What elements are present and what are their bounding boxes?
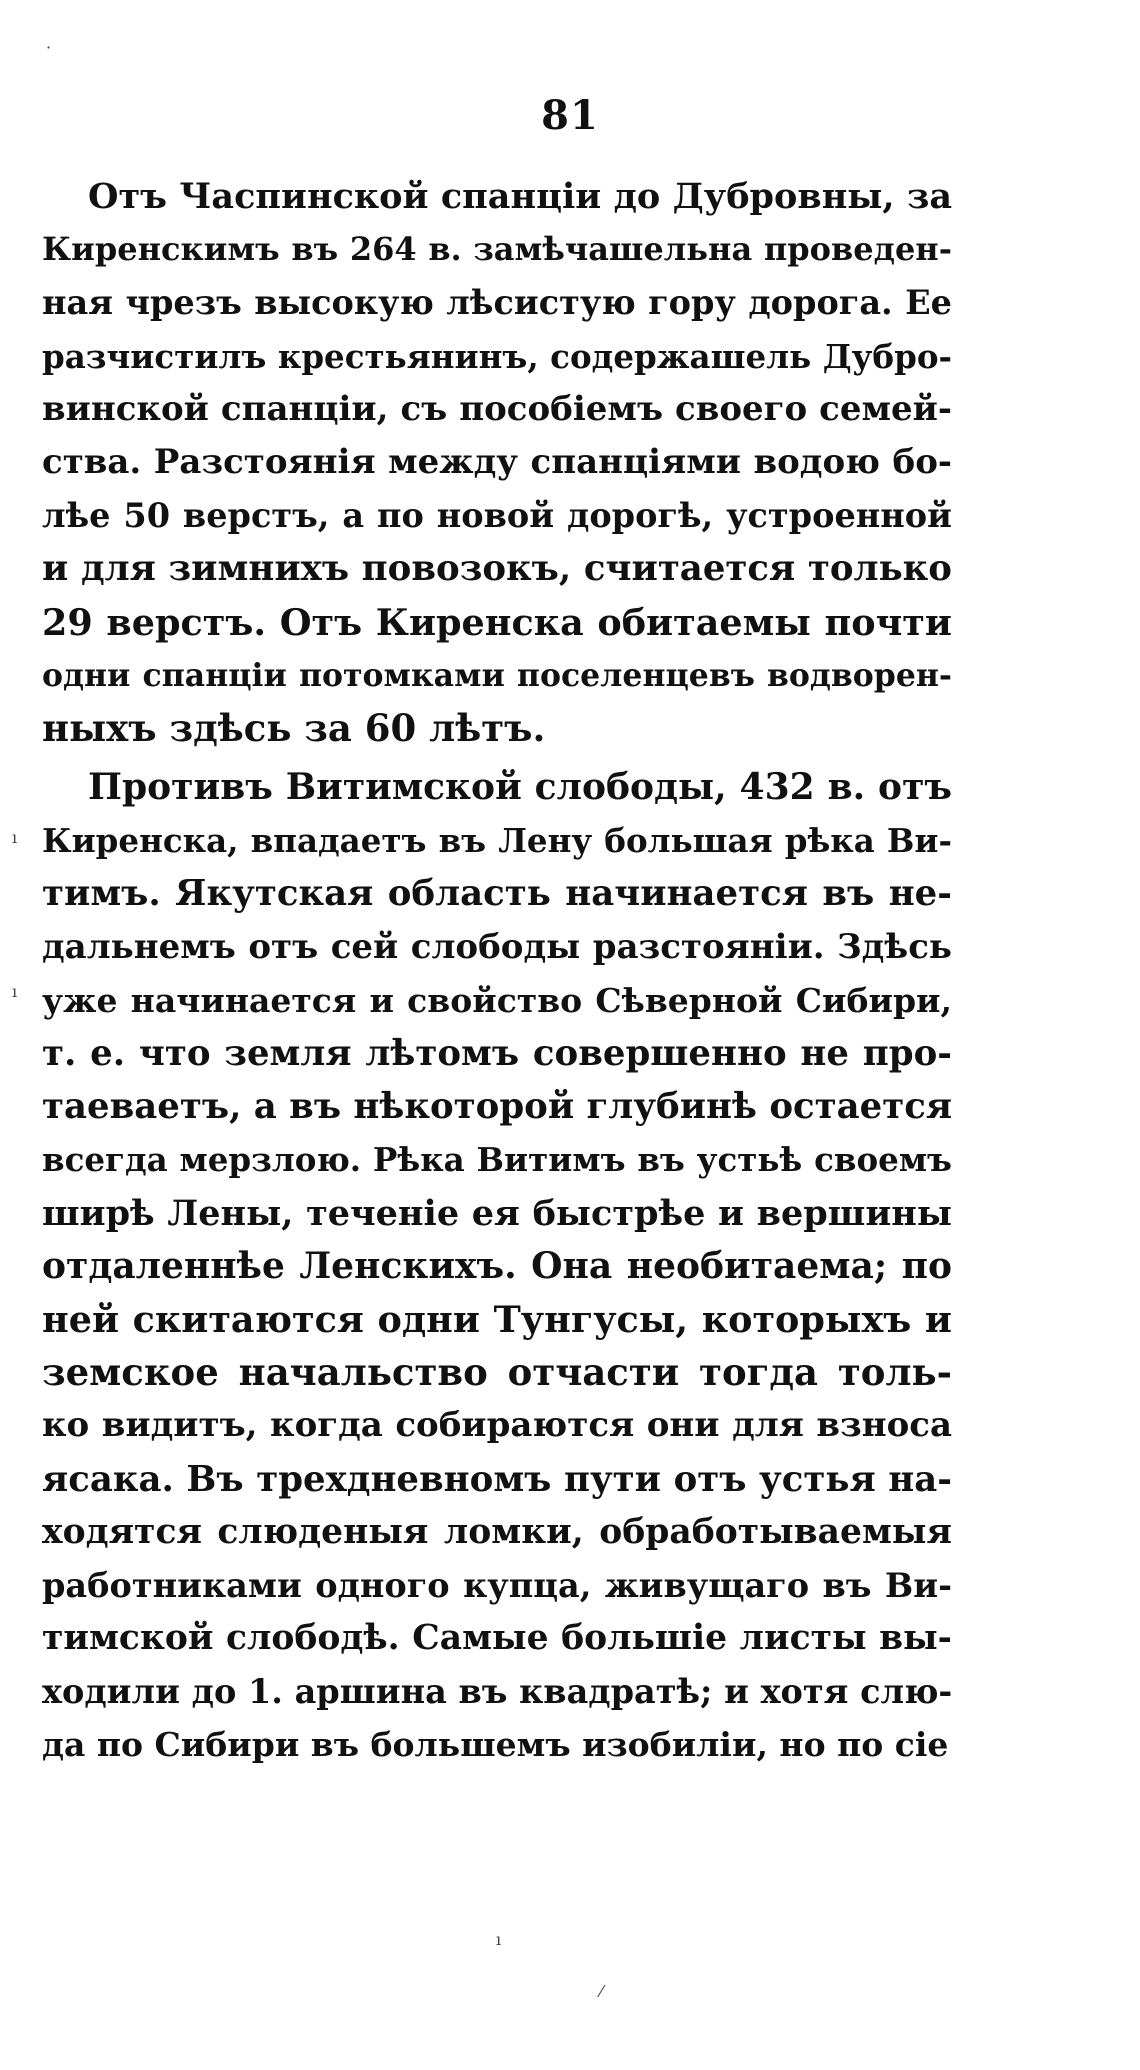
- text-line: одни спанціи потомками поселенцевъ водворен-: [42, 656, 952, 694]
- text-line: дальнемъ отъ сей слободы разстояніи. Здѣсь: [42, 926, 952, 967]
- text-line: земское начальство отчасти тогда толь-: [42, 1350, 952, 1395]
- text-line: работниками одного купца, живущаго въ Ви-: [42, 1565, 952, 1605]
- scan-speck: ⁄: [600, 1982, 603, 2001]
- text-line: тимской слободѣ. Самые большіе листы вы-: [42, 1618, 952, 1659]
- text-line: ко видитъ, когда собираются они для взноса: [42, 1405, 952, 1446]
- text-line: ходятся слюденыя ломки, обработываемыя: [42, 1511, 952, 1552]
- text-line: Отъ Часпинской спанціи до Дубровны, за: [88, 176, 952, 217]
- page-number: 81: [541, 92, 599, 139]
- text-line: таеваетъ, а въ нѣкоторой глубинѣ остается: [42, 1086, 953, 1128]
- body-text: [42, 170, 952, 1772]
- text-line: тимъ. Якутская область начинается въ не-: [42, 873, 952, 915]
- text-line: 29 верстъ. Отъ Киренска обитаемы почти: [42, 600, 952, 644]
- paragraph-2: [42, 761, 952, 1772]
- text-line: лѣе 50 верстъ, а по новой дорогѣ, устроенной: [42, 496, 952, 536]
- text-line: ясака. Въ трехдневномъ пути отъ устья на-: [42, 1458, 952, 1500]
- text-line: т. е. что земля лѣтомъ совершенно не про-: [42, 1033, 952, 1074]
- text-line: и для зимнихъ повозокъ, считается только: [42, 548, 952, 590]
- text-line: ная чрезъ высокую лѣсистую гору дорога. Ее: [42, 283, 952, 323]
- text-line: винской спанціи, съ пособіемъ своего семей-: [42, 388, 952, 429]
- text-line: ходили до 1. аршина въ квадратѣ; и хотя слю-: [42, 1672, 953, 1712]
- text-line: ней скитаются одни Тунгусы, которыхъ и: [42, 1297, 952, 1341]
- text-line: Киренска, впадаетъ въ Лену большая рѣка Ви-: [42, 821, 952, 861]
- scan-speck: ı: [12, 982, 18, 1001]
- scan-speck: ı: [12, 828, 18, 847]
- text-line: Киренскимъ въ 264 в. замѣчашельна проведен-: [42, 230, 952, 269]
- text-line: Противъ Витимской слободы, 432 в. отъ: [88, 766, 952, 809]
- scan-speck: ·: [46, 38, 52, 57]
- text-line: всегда мерзлою. Рѣка Витимъ въ устьѣ своемъ: [42, 1140, 952, 1180]
- text-line: ныхъ здѣсь за 60 лѣтъ.: [42, 705, 546, 750]
- scan-speck: ı: [496, 1930, 502, 1949]
- text-line: отдаленнѣе Ленскихъ. Она необитаема; по: [42, 1244, 952, 1287]
- text-line: да по Сибири въ большемъ изобиліи, но по сіе: [42, 1725, 949, 1765]
- text-line: ства. Разстоянія между спанціями водою бо-: [42, 441, 952, 482]
- paragraph-1: [42, 170, 952, 755]
- text-line: разчистилъ крестьянинъ, содержашель Дубро-: [42, 336, 952, 376]
- text-line: уже начинается и свойство Сѣверной Сибири,: [42, 980, 952, 1020]
- text-line: ширѣ Лены, теченіе ея быстрѣе и вершины: [42, 1192, 952, 1234]
